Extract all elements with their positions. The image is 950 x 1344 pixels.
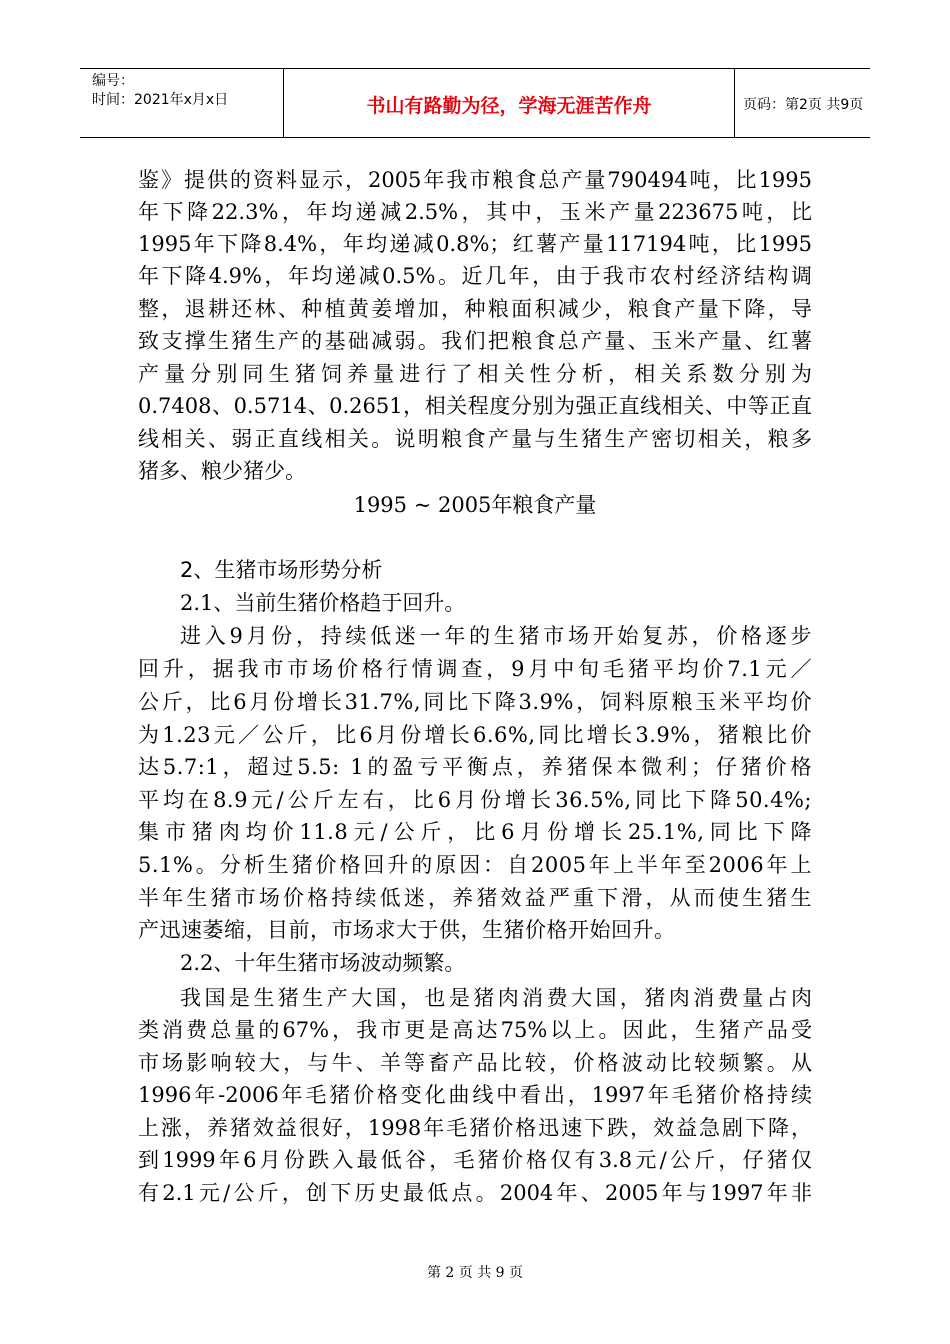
text-line: 进入9月份，持续低迷一年的生猪市场开始复苏，价格逐步 [180, 624, 812, 648]
page-info: 页码：第2页 共9页 [743, 97, 864, 113]
text-line: 回升，据我市市场价格行情调查，9月中旬毛猪平均价7.1元／ [138, 657, 812, 681]
subsection-heading: 2.1、当前生猪价格趋于回升。 [180, 591, 466, 615]
text-line: 集市猪肉均价11.8元/公斤，比6月份增长25.1%,同比下降 [138, 820, 812, 844]
text-line: 1995年下降8.4%，年均递减0.8%；红薯产量117194吨，比1995 [138, 232, 812, 256]
text-line: 平均在8.9元/公斤左右，比6月份增长36.5%,同比下降50.4%; [138, 788, 812, 812]
text-line: 年下降22.3%，年均递减2.5%，其中，玉米产量223675吨，比 [138, 200, 812, 224]
page-footer: 第 2 页 共 9 页 [426, 1265, 524, 1281]
text-line: 有2.1元/公斤，创下历史最低点。2004年、2005年与1997年非 [138, 1181, 812, 1205]
text-line: 类消费总量的67%，我市更是高达75%以上。因此，生猪产品受 [138, 1018, 812, 1042]
text-line: 线相关、弱正直线相关。说明粮食产量与生猪生产密切相关，粮多 [138, 427, 812, 451]
text-line: 5.1%。分析生猪价格回升的原因：自2005年上半年至2006年上 [138, 853, 812, 877]
number-label: 编号： [92, 73, 134, 89]
text-line: 为1.23元／公斤，比6月份增长6.6%,同比增长3.9%，猪粮比价 [138, 723, 812, 747]
figure-caption: 1995 ~ 2005年粮食产量 [353, 493, 597, 517]
text-line: 产迅速萎缩，目前，市场求大于供，生猪价格开始回升。 [138, 918, 676, 942]
document-header [80, 68, 870, 138]
text-line: 致支撑生猪生产的基础减弱。我们把粮食总产量、玉米产量、红薯 [138, 329, 812, 353]
text-line: 上涨，养猪效益很好，1998年毛猪价格迅速下跌，效益急剧下降， [138, 1116, 812, 1140]
subsection-heading: 2.2、十年生猪市场波动频繁。 [180, 951, 466, 975]
text-line: 达5.7:1，超过5.5: 1的盈亏平衡点，养猪保本微利；仔猪价格 [138, 755, 812, 779]
text-line: 鉴》提供的资料显示，2005年我市粮食总产量790494吨，比1995 [138, 168, 812, 192]
text-line: 整，退耕还林、种植黄姜增加，种粮面积减少，粮食产量下降，导 [138, 297, 812, 321]
motto: 书山有路勤为径，学海无涯苦作舟 [366, 95, 652, 117]
text-line: 年下降4.9%，年均递减0.5%。近几年，由于我市农村经济结构调 [138, 264, 812, 288]
text-line: 半年生猪市场价格持续低迷，养猪效益严重下滑，从而使生猪生 [138, 886, 812, 910]
text-line: 0.7408、0.5714、0.2651，相关程度分别为强正直线相关、中等正直 [138, 394, 812, 418]
header-motto-cell [284, 69, 735, 137]
time-label: 时间：2021年x月x日 [92, 92, 229, 108]
header-page-cell [735, 69, 870, 137]
text-line: 产量分别同生猪饲养量进行了相关性分析，相关系数分别为 [138, 362, 812, 386]
text-line: 公斤，比6月份增长31.7%,同比下降3.9%，饲料原粮玉米平均价 [138, 690, 812, 714]
section-heading: 2、生猪市场形势分析 [180, 558, 383, 582]
text-line: 到1999年6月份跌入最低谷，毛猪价格仅有3.8元/公斤，仔猪仅 [138, 1148, 812, 1172]
text-line: 我国是生猪生产大国，也是猪肉消费大国，猪肉消费量占肉 [180, 986, 812, 1010]
text-line: 猪多、粮少猪少。 [138, 459, 306, 483]
text-line: 1996年-2006年毛猪价格变化曲线中看出，1997年毛猪价格持续 [138, 1083, 812, 1107]
header-meta-cell [80, 69, 284, 137]
text-line: 市场影响较大，与牛、羊等畜产品比较，价格波动比较频繁。从 [138, 1051, 812, 1075]
